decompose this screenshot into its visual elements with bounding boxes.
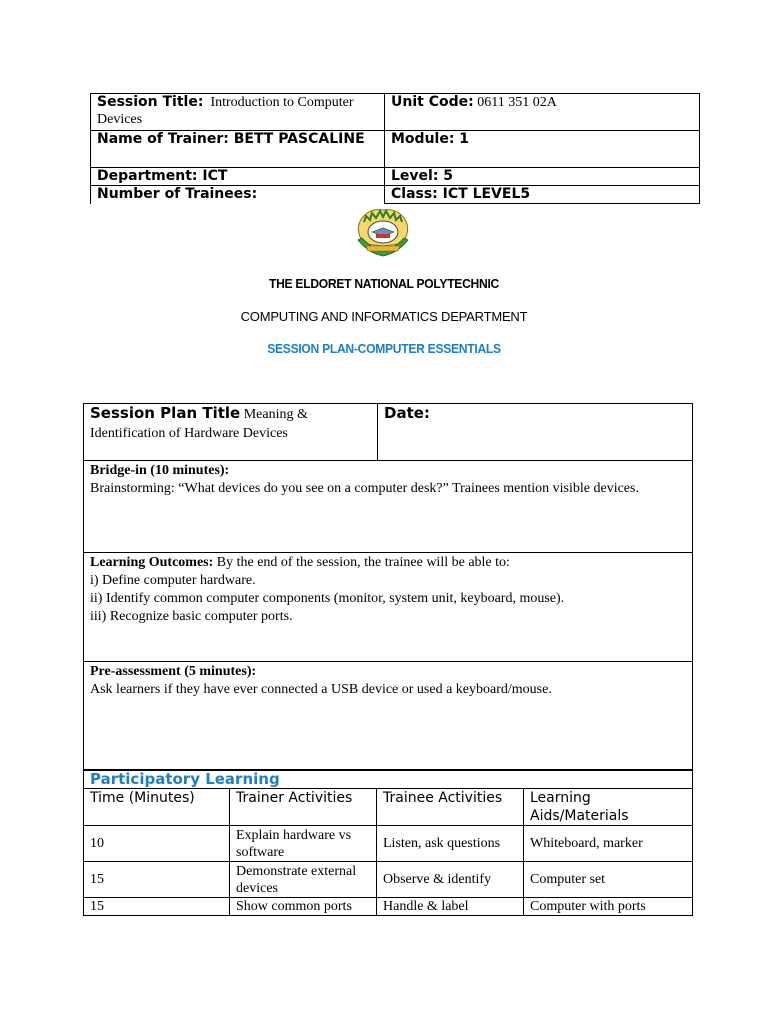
- session-plan-heading: SESSION PLAN-COMPUTER ESSENTIALS: [267, 341, 501, 356]
- bridge-in-cell: [84, 461, 693, 553]
- institution-name: THE ELDORET NATIONAL POLYTECHNIC: [268, 276, 499, 291]
- trainer-activity-cell: Show common ports: [230, 898, 377, 916]
- bridge-in-label: Bridge-in (10 minutes):: [90, 463, 230, 478]
- date-cell: [378, 404, 693, 461]
- trainer-activity-cell: Explain hardware vs software: [230, 826, 377, 862]
- number-of-trainees: Number of Trainees:: [97, 186, 258, 202]
- column-header-trainer-activities: Trainer Activities: [230, 789, 377, 826]
- pre-assessment-text: Ask learners if they have ever connected a USB device or used a keyboard/mouse.: [90, 682, 552, 697]
- unit-code-label: Unit Code:: [391, 94, 474, 110]
- learning-aids-cell: Computer with ports: [524, 898, 693, 916]
- column-header-learning-aids: Learning Aids/Materials: [524, 789, 693, 826]
- time-cell: 15: [84, 898, 230, 916]
- unit-code-value: 0611 351 02A: [477, 95, 557, 110]
- trainee-activity-cell: Handle & label: [377, 898, 524, 916]
- date-label: Date:: [384, 404, 430, 422]
- module: Module: 1: [391, 131, 470, 147]
- session-title-value: Introduction to Computer Devices: [97, 95, 354, 127]
- learning-outcomes-cell: [84, 553, 693, 662]
- session-title-label: Session Title:: [97, 94, 204, 110]
- session-plan-table: [83, 403, 693, 771]
- column-header-time: Time (Minutes): [84, 789, 230, 826]
- module-cell: [385, 131, 700, 168]
- time-cell: 10: [84, 826, 230, 862]
- outcome-item: iii) Recognize basic computer ports.: [90, 609, 293, 624]
- class-cell: [385, 186, 700, 204]
- pre-assessment-cell: [84, 662, 693, 771]
- session-title-cell: [91, 94, 385, 131]
- trainee-activity-cell: Listen, ask questions: [377, 826, 524, 862]
- learning-aids-cell: Whiteboard, marker: [524, 826, 693, 862]
- learning-aids-cell: Computer set: [524, 862, 693, 898]
- level-cell: [385, 168, 700, 186]
- trainees-cell: [91, 186, 385, 204]
- unit-code-cell: [385, 94, 700, 131]
- polytechnic-logo-icon: [352, 206, 414, 260]
- level: Level: 5: [391, 168, 454, 184]
- outcome-item: i) Define computer hardware.: [90, 573, 256, 588]
- class: Class: ICT LEVEL5: [391, 186, 531, 202]
- session-plan-title-value: Meaning & Identification of Hardware Devices: [90, 407, 308, 441]
- session-plan-title-cell: [84, 404, 378, 461]
- department-heading: COMPUTING AND INFORMATICS DEPARTMENT: [240, 309, 528, 324]
- department: Department: ICT: [97, 168, 228, 184]
- table-row: [84, 898, 693, 916]
- table-row: [84, 826, 693, 862]
- department-cell: [91, 168, 385, 186]
- learning-outcomes-intro: By the end of the session, the trainee will be able to:: [216, 555, 510, 570]
- header-table: [90, 93, 700, 204]
- participatory-learning-heading: Participatory Learning: [84, 770, 693, 789]
- participatory-learning-table: [83, 769, 693, 916]
- table-row: [84, 862, 693, 898]
- trainer-cell: [91, 131, 385, 168]
- trainer-name: Name of Trainer: BETT PASCALINE: [97, 131, 365, 147]
- outcome-item: ii) Identify common computer components (monitor, system unit, keyboard, mouse).: [90, 591, 565, 606]
- pre-assessment-label: Pre-assessment (5 minutes):: [90, 664, 257, 679]
- bridge-in-text: Brainstorming: “What devices do you see on a computer desk?” Trainees mention visible devices.: [90, 481, 639, 496]
- time-cell: 15: [84, 862, 230, 898]
- learning-outcomes-label: Learning Outcomes:: [90, 555, 214, 570]
- trainee-activity-cell: Observe & identify: [377, 862, 524, 898]
- session-plan-title-label: Session Plan Title: [90, 404, 241, 422]
- column-header-trainee-activities: Trainee Activities: [377, 789, 524, 826]
- trainer-activity-cell: Demonstrate external devices: [230, 862, 377, 898]
